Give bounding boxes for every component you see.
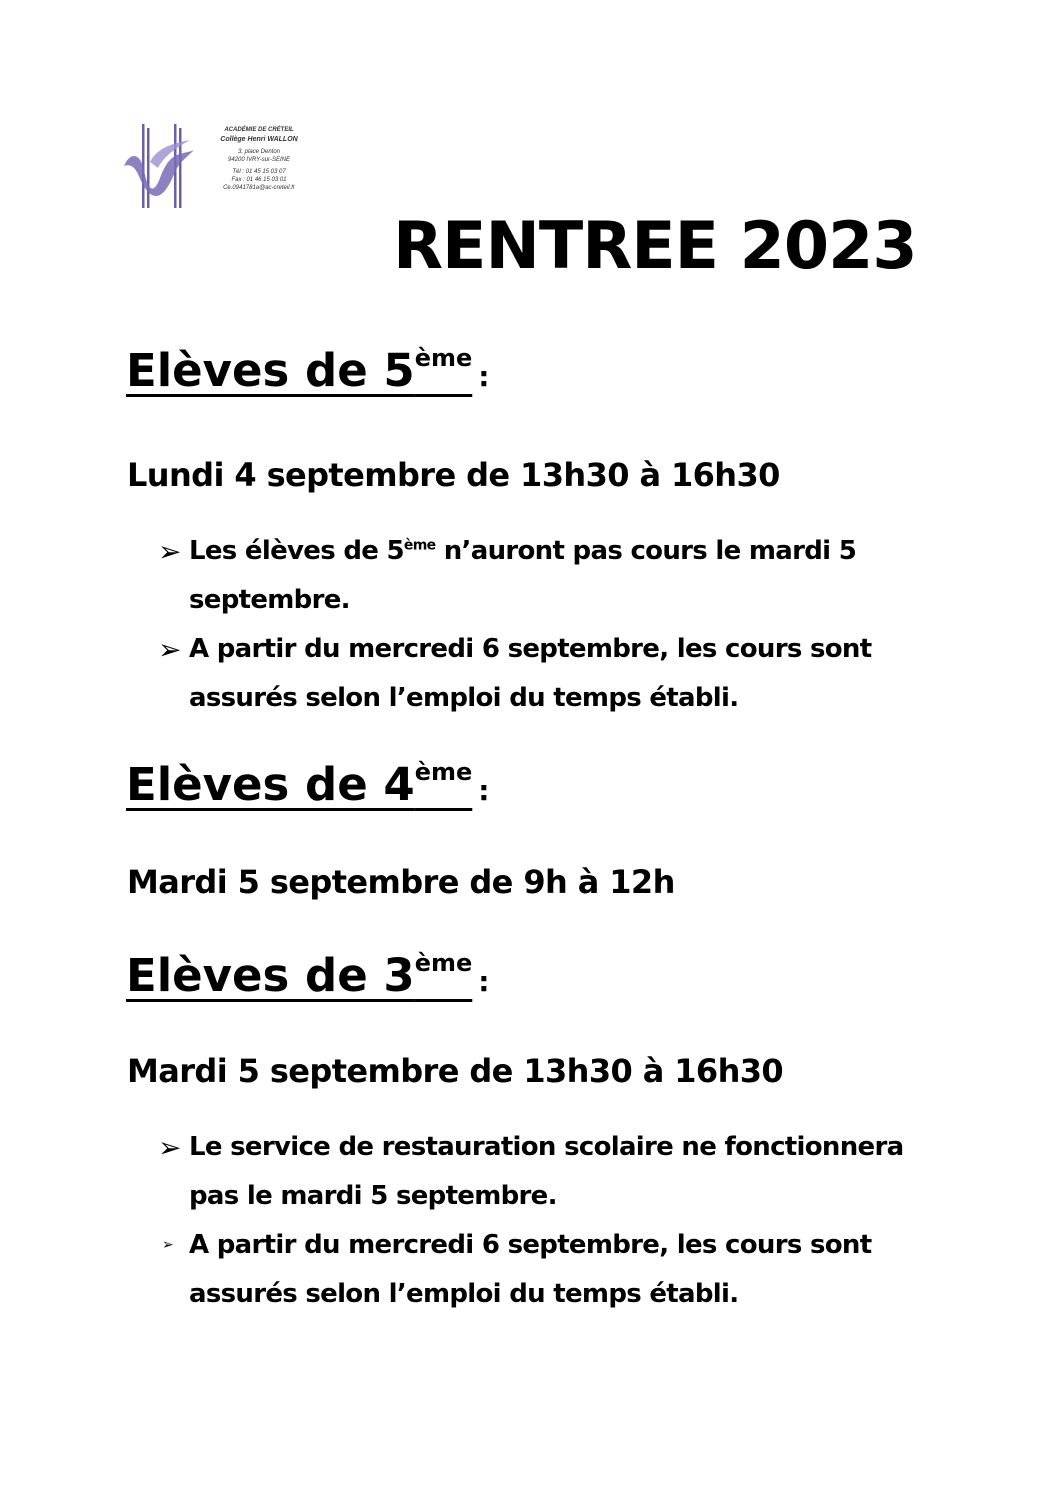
bullet-text: A partir du mercredi 6 septembre, les cours sont assurés selon l’emploi du temps établi. <box>189 1230 872 1309</box>
letterhead-address-1: 3, place Denton <box>237 149 281 155</box>
schedule-5eme: Lundi 4 septembre de 13h30 à 16h30 <box>127 456 780 494</box>
heading-3eme-colon: : <box>478 965 490 998</box>
page-title: RENTREE 2023 <box>393 209 917 284</box>
list-item <box>158 1221 918 1319</box>
heading-3eme <box>126 949 490 1002</box>
letterhead-academie: ACADÉMIE DE CRÉTEIL <box>224 127 294 133</box>
letterhead <box>196 126 322 192</box>
arrow-bullet-icon: ➢ <box>158 633 181 666</box>
schedule-3eme: Mardi 5 septembre de 13h30 à 16h30 <box>127 1052 784 1090</box>
heading-4eme-colon: : <box>478 774 490 807</box>
letterhead-fax: Fax : 01 46 15 03 01 <box>231 177 287 183</box>
letterhead-tel: Tél : 01 45 15 03 07 <box>232 169 286 175</box>
heading-3eme-text: Elèves de 3 <box>126 949 415 1002</box>
heading-5eme-colon: : <box>478 360 490 393</box>
bullet-text: A partir du mercredi 6 septembre, les cours sont assurés selon l’emploi du temps établi. <box>189 634 872 713</box>
college-logo <box>120 122 202 210</box>
letterhead-address-2: 94200 IVRY-sur-SEINE <box>228 157 290 163</box>
letterhead-college: Collège Henri WALLON <box>220 136 298 143</box>
list-item <box>158 1123 918 1221</box>
bullet-list-3eme <box>158 1123 918 1319</box>
bullet-text: Le service de restauration scolaire ne fonctionnera pas le mardi 5 septembre. <box>189 1132 904 1211</box>
heading-4eme-sup: ème <box>414 758 473 786</box>
heading-5eme-sup: ème <box>414 344 473 372</box>
heading-5eme-text: Elèves de 5 <box>126 344 415 397</box>
bullet-list-5eme <box>158 527 918 723</box>
heading-4eme-text: Elèves de 4 <box>126 758 415 811</box>
heading-3eme-sup: ème <box>414 949 473 977</box>
arrow-bullet-icon: ➢ <box>158 535 181 568</box>
bullet-text-sup: ème <box>403 537 436 554</box>
bullet-text-before: Les élèves de 5 <box>189 536 404 566</box>
letterhead-email: Ce.0941781a@ac-creteil.fr <box>223 185 295 191</box>
arrow-bullet-icon: ➢ <box>158 1131 181 1164</box>
list-item <box>158 625 918 723</box>
bullet-text-after: n’auront pas cours le mardi 5 septembre. <box>189 536 857 615</box>
heading-5eme <box>126 344 490 397</box>
heading-4eme <box>126 758 490 811</box>
list-item <box>158 527 918 625</box>
schedule-4eme: Mardi 5 septembre de 9h à 12h <box>127 863 675 901</box>
arrow-bullet-icon: ➢ <box>162 1237 174 1253</box>
